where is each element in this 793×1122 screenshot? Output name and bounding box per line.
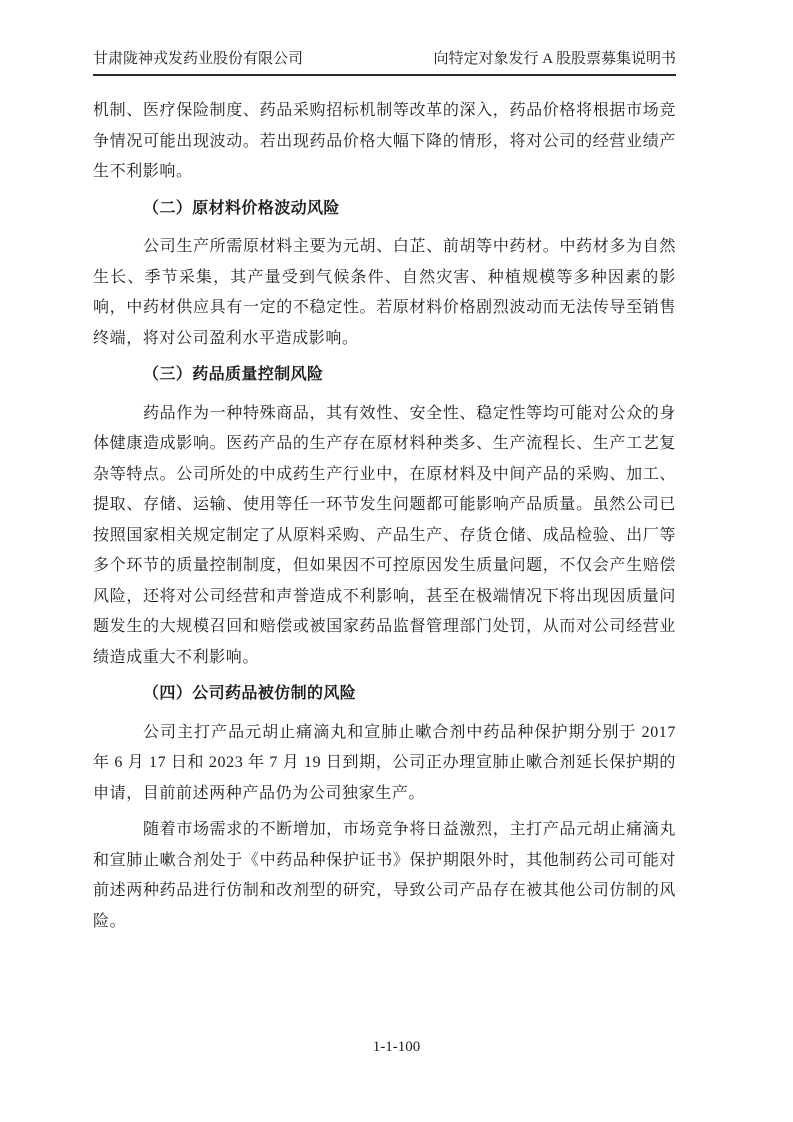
body-paragraph: 药品作为一种特殊商品，其有效性、安全性、稳定性等均可能对公众的身体健康造成影响。医药产品的生产存在原材料种类多、生产流程长、生产工艺复杂等特点。公司所处的中成药生产行业中，在原材料及中间产品的采购、加工、提取、存储、运输、使用等任一环节发生问题都可能影响产品质量。虽然公司已按照国家相关规定制定了从原料采购、产品生产、存货仓储、成品检验、出厂等多个环节的质量控制制度，但如果因不可控原因发生质量问题，不仅会产生赔偿风险，还将对公司经营和声誉造成不利影响，甚至在极端情况下将出现因质量问题发生的大规模召回和赔偿或被国家药品监督管理部门处罚，从而对公司经营业绩造成重大不利影响。 — [93, 404, 676, 666]
section-heading-raw-material-risk: （二）原材料价格波动风险 — [143, 199, 340, 217]
body-paragraph: 公司主打产品元胡止痛滴丸和宣肺止嗽合剂中药品种保护期分别于 2017 年 6 月 17 日和 2023 年 7 月 19 日到期，公司正办理宣肺止嗽合剂延长保护期的申请，目前前述两种产品仍为公司独家生产。 — [93, 723, 676, 802]
header-company-name: 甘肃陇神戎发药业股份有限公司 — [93, 51, 304, 67]
page-header — [93, 50, 676, 76]
header-document-title: 向特定对象发行 A 股股票募集说明书 — [433, 51, 676, 67]
body-paragraph: 公司生产所需原材料主要为元胡、白芷、前胡等中药材。中药材多为自然生长、季节采集，其产量受到气候条件、自然灾害、种植规模等多种因素的影响，中药材供应具有一定的不稳定性。若原材料价格剧烈波动而无法传导至销售终端，将对公司盈利水平造成影响。 — [93, 238, 676, 347]
page-number: 1-1-100 — [372, 1039, 421, 1055]
page-footer — [0, 1038, 793, 1056]
section-heading-imitation-risk: （四）公司药品被仿制的风险 — [143, 685, 357, 702]
section-heading-quality-control-risk: （三）药品质量控制风险 — [143, 366, 324, 383]
body-paragraph-continuation: 机制、医疗保险制度、药品采购招标机制等改革的深入，药品价格将根据市场竞争情况可能出现波动。若出现药品价格大幅下降的情形，将对公司的经营业绩产生不利影响。 — [93, 102, 676, 180]
body-paragraph: 随着市场需求的不断增加，市场竞争将日益激烈，主打产品元胡止痛滴丸和宣肺止嗽合剂处于《中药品种保护证书》保护期限外时，其他制药公司可能对前述两种药品进行仿制和改剂型的研究，导致公司产品存在被其他公司仿制的风险。 — [93, 821, 676, 930]
document-body — [93, 96, 676, 943]
